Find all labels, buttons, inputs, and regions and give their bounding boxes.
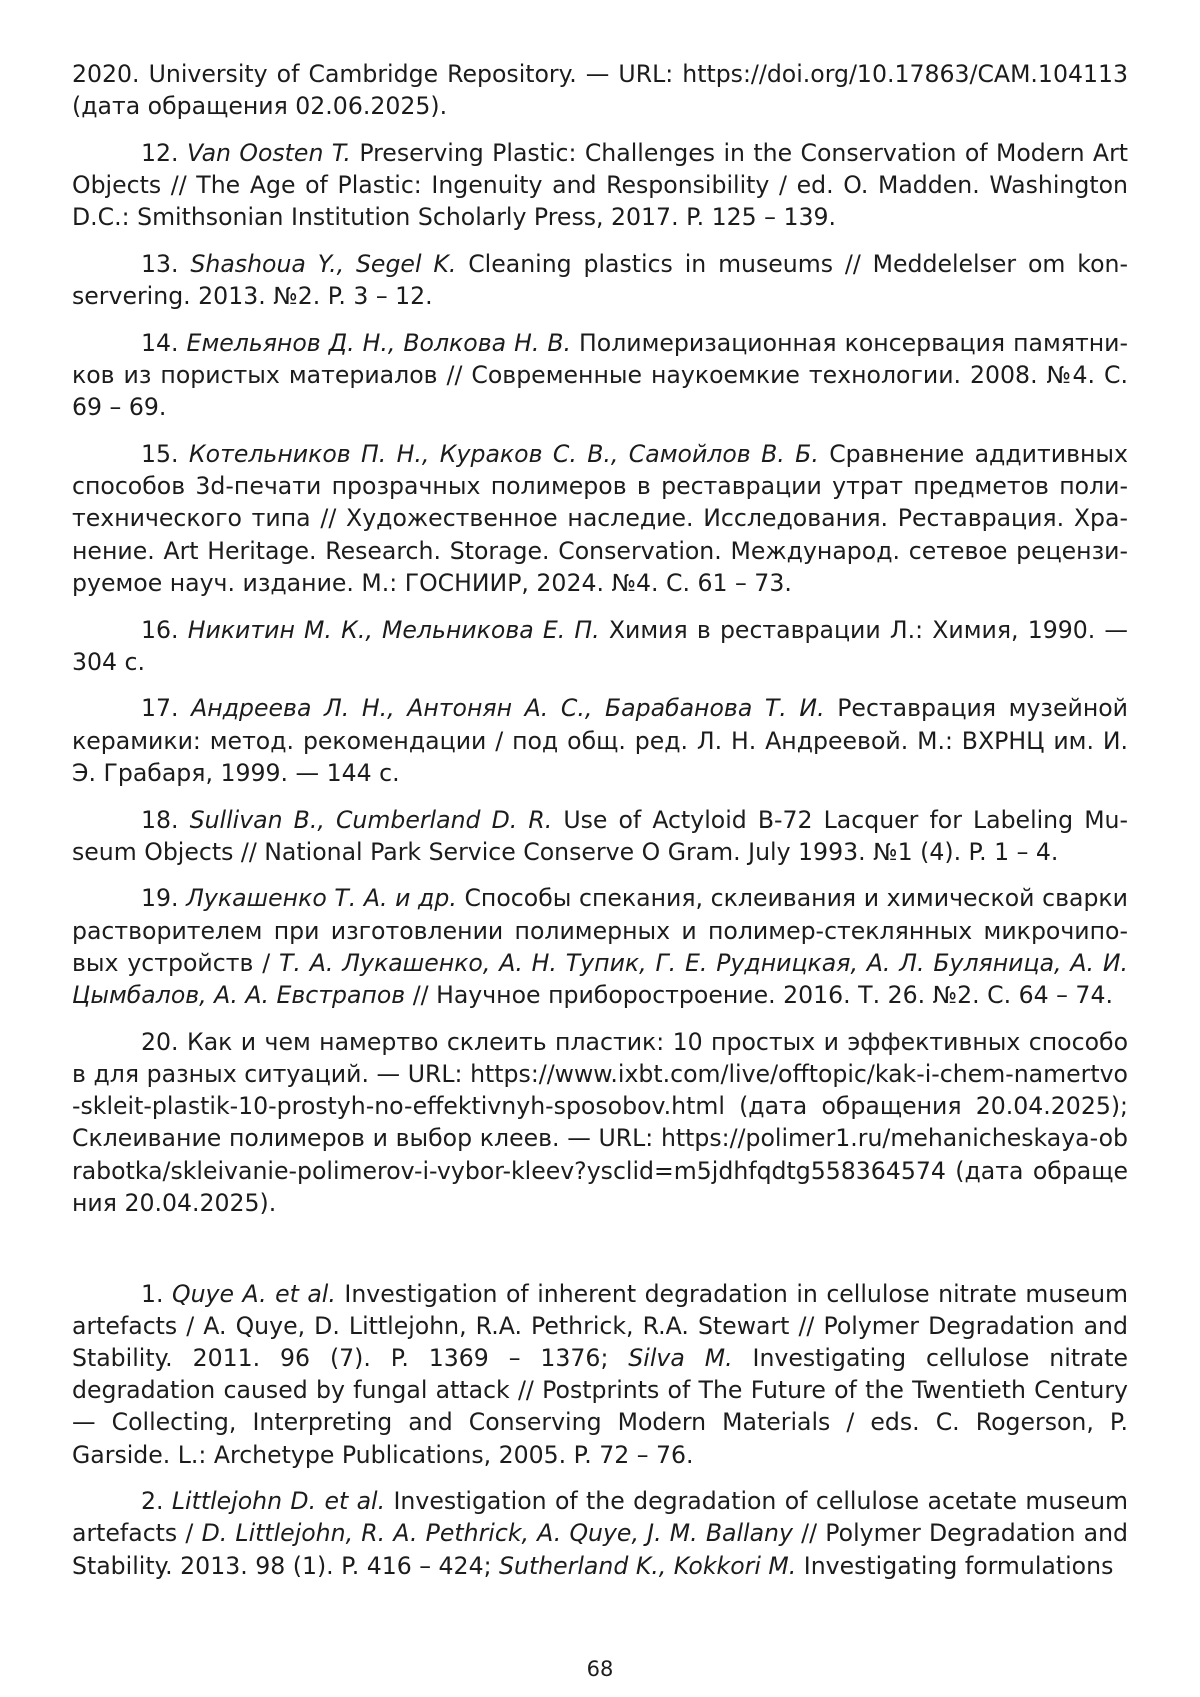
reference-text: Реставрация музейной керамики: метод. рекомендации / под общ. ред. Л. Н. Андреевой. М.: ВХРНЦ им. И. Э. Грабаря, 1999. — 144 с. — [72, 694, 1129, 787]
reference-number: 13. — [141, 250, 179, 279]
reference-authors: Лукашенко Т. А. и др. — [186, 884, 457, 913]
note-number: 2. — [141, 1487, 164, 1516]
page-number: 68 — [586, 1657, 614, 1681]
reference-12 — [72, 137, 1128, 234]
document-body — [72, 58, 1128, 1596]
reference-authors: Van Oosten T. — [186, 138, 351, 167]
reference-number: 14. — [141, 328, 179, 357]
reference-18 — [72, 804, 1128, 868]
reference-19 — [72, 882, 1128, 1011]
reference-13 — [72, 248, 1128, 312]
reference-text: Preserving Plastic: Challenges in the Conservation of Modern Art Objects // The Age of Plastic: Ingenuity and Responsibility / ed. O. Madden. Washington D.C.: Smithsonian Institution Scholarly Press, 2017. P. 125 – 139. — [72, 138, 1129, 232]
note-number: 1. — [141, 1279, 164, 1308]
reference-text: Сравнение аддитивных способов 3d-печати прозрачных полимеров в реставрации утрат предметов политехнического типа // Художественное наследие. Исследования. Реставрация. Хранение. Art Heritage. Research. Storage. Conservation. Международ. сетевое рецензируемое науч. издание. М.: ГОСНИИР, 2024. №4. С. 61 – 73. — [72, 440, 1129, 597]
reference-number: 12. — [141, 138, 179, 167]
reference-number: 19. — [141, 884, 179, 913]
reference-20 — [72, 1026, 1128, 1219]
note-authors-list: D. Littlejohn, R. A. Pethrick, A. Quye, J. M. Ballany — [201, 1519, 793, 1548]
reference-text: // Научное приборостроение. 2016. Т. 26. №2. С. 64 – 74. — [412, 981, 1113, 1010]
note-text: Investigation of the degradation of cellulose acetate museum artefacts / — [72, 1487, 1129, 1548]
reference-text: Cleaning plastics in museums // Meddelelser om konservering. 2013. №2. P. 3 – 12. — [72, 250, 1128, 311]
note-text: Investigating cellulose nitrate degradation caused by fungal attack // Postprints of The Future of the Twentieth Century — Collecting, Interpreting and Conserving Modern Materials / eds. C. Rogerson, P. Garside. L.: Archetype Publications, 2005. P. 72 – 76. — [72, 1343, 1128, 1469]
note-text: Investigation of inherent degradation in cellulose nitrate museum artefacts / A. Quye, D. Littlejohn, R.A. Pethrick, R.A. Stewart // Polymer Degradation and Stability. 2011. 96 (7). P. 1369 – 1376; — [72, 1279, 1129, 1372]
note-authors: Littlejohn D. et al. — [171, 1487, 386, 1516]
note-authors: Silva M. — [628, 1343, 733, 1372]
reference-authors-list: Т. А. Лукашенко, А. Н. Тупик, Г. Е. Рудницкая, А. Л. Буляница, А. И. Цымбалов, А. А. Евстрапов — [72, 948, 1128, 1010]
note-text: Investigating formulations — [803, 1551, 1114, 1580]
reference-14 — [72, 327, 1128, 424]
reference-authors: Котельников П. Н., Кураков С. В., Самойлов В. Б. — [188, 440, 819, 469]
reference-text: Use of Actyloid B-72 Lacquer for Labeling Museum Objects // National Park Service Conserve O Gram. July 1993. №1 (4). P. 1 – 4. — [72, 805, 1129, 866]
reference-text: Химия в реставрации Л.: Химия, 1990. — 304 с. — [72, 615, 1129, 676]
note-2 — [72, 1485, 1128, 1582]
note-text: // Polymer Degradation and Stability. 2013. 98 (1). P. 416 – 424; — [72, 1519, 1129, 1580]
reference-number: 15. — [141, 440, 179, 469]
reference-15 — [72, 438, 1128, 599]
reference-authors: Андреева Л. Н., Антонян А. С., Барабанова Т. И. — [191, 694, 825, 723]
reference-16 — [72, 614, 1128, 678]
reference-authors: Shashoua Y., Segel K. — [190, 250, 457, 279]
reference-number: 17. — [141, 694, 179, 723]
reference-number: 16. — [141, 615, 179, 644]
note-1 — [72, 1278, 1128, 1471]
reference-17 — [72, 692, 1128, 789]
reference-text: Как и чем намертво склеить пластик: 10 простых и эффективных способов для разных ситуаций. — URL: https://www.ixbt.com/live/offtopic/kak-i-chem-namertvo-skleit-plastik-10-prostyh-no-effektivnyh-sposobov.html (дата обращения 20.04.2025); Склеивание полимеров и выбор клеев. — URL: https://polimer1.ru/mehanicheskaya-obrabotka/skleivanie-polimerov-i-vybor-kleev?ysclid=m5jdhfqdtg558364574 (дата обращения 20.04.2025). — [72, 1027, 1129, 1217]
reference-number: 20. — [141, 1027, 179, 1056]
reference-text: Способы спекания, склеивания и химической сварки растворителем при изготовлении полимерных и полимер-стеклянных микрочиповых устройств / — [72, 884, 1129, 977]
reference-authors: Sullivan B., Cumberland D. R. — [189, 805, 553, 834]
section-divider — [72, 1234, 1128, 1278]
reference-number: 18. — [141, 805, 179, 834]
reference-authors: Емельянов Д. Н., Волкова Н. В. — [186, 328, 572, 357]
reference-11-continuation — [72, 58, 1128, 122]
note-authors: Quye A. et al. — [172, 1279, 336, 1308]
reference-text: 2020. University of Cambridge Repository. — URL: https://doi.org/10.17863/CAM.104113 (дата обращения 02.06.2025). — [72, 60, 1128, 121]
note-authors: Sutherland K., Kokkori M. — [499, 1551, 797, 1580]
reference-text: Полимеризационная консервация памятников из пористых материалов // Современные наукоемкие технологии. 2008. №4. С. 69 – 69. — [72, 328, 1128, 422]
reference-authors: Никитин М. К., Мельникова Е. П. — [187, 615, 600, 644]
